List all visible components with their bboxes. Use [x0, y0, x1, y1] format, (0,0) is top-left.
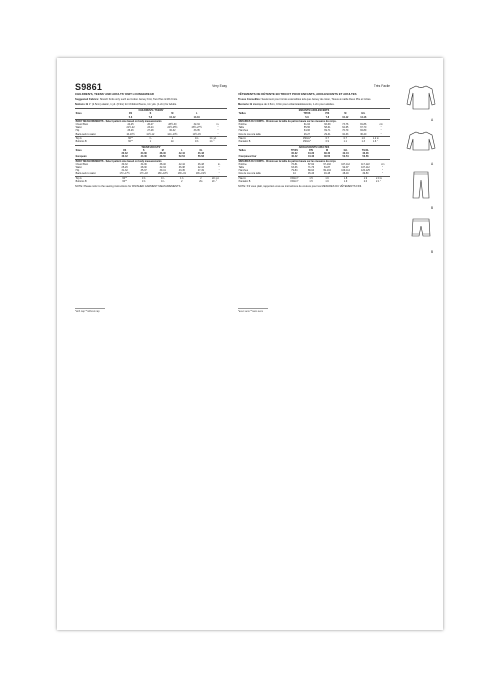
table-cell: 1.5: [309, 179, 313, 183]
pattern-envelope-back: [57, 58, 443, 630]
adults-size-table: [75, 145, 227, 183]
table-cell: 1: [160, 136, 184, 140]
table-cell: Dos du cou à la taille: [238, 172, 261, 176]
table-cell: 76-81: [291, 162, 298, 166]
table-cell: 84-89: [360, 129, 367, 133]
table-cell: 0.7: [318, 136, 336, 140]
table-cell: 49-50: [362, 172, 369, 176]
table-cell: 43-45: [178, 169, 185, 173]
table-cell: Chest/ Bust: [75, 162, 88, 166]
table-cell: 14-16: [360, 115, 367, 119]
footnote-rule-fr: [238, 308, 268, 309]
table-cell: Pantalon B: [238, 179, 251, 183]
table-cell: 24-25: [127, 123, 134, 126]
table-cell: L: [181, 149, 183, 153]
nap-footnote: *with nap **without nap: [75, 310, 100, 313]
table-cell: European: [75, 155, 87, 159]
table-cell: 28-30: [140, 166, 147, 170]
pattern-title-fr: VÊTEMENTS DE DÉTENTE EN TRICOT POUR ENFANTS, ADOLESCENTS ET ADULTES: [238, 92, 357, 96]
table-cell: 99-104: [323, 169, 331, 173]
difficulty-level-fr: Très Facile: [373, 84, 390, 88]
table-cell: 56-58: [362, 155, 369, 159]
table-cell: XS: [128, 112, 133, 116]
table-cell: 46-48: [323, 172, 331, 176]
yardage-row: [75, 140, 227, 143]
table-cell: in.: [216, 123, 220, 126]
table-cell: 0.7: [336, 136, 354, 140]
table-cell: 26½-27½: [191, 126, 202, 130]
table-cell: Tailles: [238, 149, 246, 153]
notions: Notions: B 1" (2.5cm) elastic, 1 yd. (0.9m) for Children/Teens, 1¼ yds. (1.2m) for Adults.: [75, 103, 177, 107]
children-size-table: [75, 108, 227, 143]
yardage-row: [238, 180, 390, 183]
table-cell: 81-86: [360, 123, 367, 126]
table-cell: 117-122: [361, 162, 370, 166]
footnote-rule: [75, 308, 105, 309]
table-cell: 1⅞: [173, 176, 190, 180]
table-cell: 31-32: [121, 169, 128, 173]
table-cell: ": [217, 126, 219, 130]
table-cell: 25-26: [121, 166, 128, 170]
view-a-top-long: [404, 82, 438, 122]
table-cell: M: [326, 149, 329, 153]
table-cell: Sizes: [75, 149, 82, 153]
table-cell: 38-40: [323, 152, 331, 156]
table-cell: 30-32: [169, 129, 176, 133]
table-cell: P/S: [309, 149, 313, 153]
table-cell: 39-41: [159, 169, 166, 173]
table-cell: S: [149, 112, 152, 116]
table-cell: 71-76: [307, 166, 315, 170]
table-cell: 1⅜: [195, 140, 199, 144]
table-cell: 2.0: [363, 179, 368, 183]
view-b-pants-jogger: [404, 214, 438, 254]
suggested-fabrics-fr: Tissus Conseillés: Seulement pour tricots extensibles tels que Jersey de coton, Tissus à maille Deux Plis et Côtes.: [238, 98, 372, 102]
finished-measurements-note-fr: NOTE: S'il vous plaît, rapportez-vous au instructions de couture pour les MESURES DU VÊTEMENTS FINI.: [238, 184, 362, 188]
table-cell: 36-40: [360, 132, 367, 136]
table-cell: Hanches: [238, 169, 249, 173]
table-cell: Sizes: [75, 112, 82, 116]
table-cell: ¾: [141, 136, 161, 140]
table-cell: TP/XS: [303, 112, 311, 116]
table-cell: 81-87: [323, 166, 331, 170]
band-label: ENFANTS/ ADOLESCENTS: [238, 109, 390, 113]
table-cell: 12¾-13½: [167, 132, 178, 136]
table-cell: ": [380, 126, 382, 130]
table-cell: 46-48: [197, 152, 204, 156]
table-cell: 5-6: [128, 115, 133, 119]
table-cell: ": [218, 172, 220, 176]
table-cell: ": [380, 132, 382, 136]
finished-measurements-note: NOTE: Please refer to the sewing instructions for FINISHED GARMENT MEASUREMENTS.: [75, 184, 182, 188]
long-pants-icon: [406, 170, 436, 200]
table-cell: 34-36: [307, 152, 315, 156]
table-cell: 66-69: [324, 123, 331, 126]
view-label: A: [431, 162, 434, 166]
table-cell: 42-44: [197, 166, 204, 170]
table-cell: 76-79: [342, 129, 349, 133]
table-cell: 32-33: [342, 132, 349, 136]
table-cell: 45-46: [307, 172, 315, 176]
table-cell: 42-44: [342, 152, 349, 156]
table-cell: 1⅝: [135, 176, 152, 180]
table-cell: 62-65: [342, 126, 349, 130]
band-label: CHILDREN'S / TEENS': [75, 109, 227, 113]
table-cell: 26-27: [303, 132, 310, 136]
table-cell: 1.8: [336, 176, 356, 180]
table-cell: 64-66: [303, 129, 310, 133]
table-cell: 14-16: [193, 115, 200, 119]
table-cell: 107-112: [361, 166, 370, 170]
table-cell: Chest/ Bust: [75, 123, 88, 126]
table-cell: 29-31: [324, 132, 331, 136]
table-cell: 1¾ ": [209, 140, 215, 144]
table-cell: 44-46: [307, 155, 315, 159]
table-cell: 69-71: [324, 129, 331, 133]
table-cell: 30-32: [121, 152, 128, 156]
table-cell: 46-48: [362, 152, 369, 156]
table-cell: 30-32: [121, 162, 128, 166]
table-cell: Hip: [75, 129, 80, 133]
table-cell: 60"*: [121, 136, 141, 140]
table-cell: XL: [199, 149, 203, 153]
table-cell: 7-8: [325, 115, 330, 119]
table-cell: 21½-22: [126, 126, 135, 130]
table-cell: Pantalon B: [238, 140, 251, 144]
table-cell: 87-92: [307, 162, 315, 166]
table-cell: Poitrine: [238, 123, 247, 126]
table-cell: 1.9: [355, 176, 375, 180]
table-cell: Taille: [238, 166, 245, 170]
table-cell: 60"*: [128, 140, 133, 144]
table-cell: 32-34: [193, 123, 200, 126]
table-cell: 30-32: [291, 152, 298, 156]
table-cell: 1.6 ": [372, 140, 378, 144]
view-b-pants-long: [404, 170, 438, 210]
table-cell: 23-24: [147, 126, 154, 130]
table-cell: 150cm*: [302, 140, 311, 144]
section-label: MESURES DU CORPS - Choisissez la taille du patron basée sur les mesures du corps.: [238, 119, 390, 123]
table-cell: Waist: [75, 166, 82, 170]
yardage-row: [75, 180, 227, 183]
cropped-top-icon: [406, 126, 436, 156]
table-cell: 1: [149, 140, 152, 144]
table-cell: 58-61: [324, 126, 331, 130]
table-cell: 1¼ yd.: [209, 136, 227, 140]
table-cell: 79-84: [291, 169, 298, 173]
table-cell: 1.6: [318, 176, 335, 180]
table-cell: 1¼: [170, 140, 175, 144]
table-cell: 63-66: [291, 166, 298, 170]
table-cell: M: [344, 112, 347, 116]
table-cell: 1.5: [304, 176, 319, 180]
table-cell: Hip: [75, 169, 80, 173]
table-cell: 38-40: [159, 152, 166, 156]
pattern-number: S9861: [75, 82, 103, 92]
table-cell: 0.9: [325, 140, 329, 144]
pattern-title: CHILDREN'S, TEENS' AND ADULTS' KNIT LOUNGEWEAR: [75, 92, 154, 96]
table-cell: 109-114: [341, 169, 350, 173]
table-cell: Back-neck to waist: [75, 172, 96, 176]
table-cell: ": [382, 169, 384, 173]
table-cell: 2¼ ": [211, 179, 217, 183]
view-a-top-cropped: [404, 126, 438, 166]
table-cell: 42-44: [178, 152, 185, 156]
table-cell: 35-37: [140, 169, 147, 173]
table-cell: 19¼-19½: [195, 172, 206, 176]
table-cell: 1.0: [354, 136, 372, 140]
table-cell: 24½-25½: [167, 126, 178, 130]
table-cell: 107-112: [341, 162, 350, 166]
table-cell: 47-49: [197, 169, 204, 173]
table-cell: P/S: [325, 112, 330, 116]
table-cell: ": [217, 129, 219, 133]
table-cell: 1¾: [161, 179, 165, 183]
table-cell: 44-46: [140, 155, 147, 159]
table-cell: 10-12: [169, 115, 176, 119]
table-cell: 89-94: [307, 169, 315, 173]
difficulty-level: Very Easy: [212, 84, 227, 88]
section-label: BODY MEASUREMENTS - Select pattern size based on body measurements: [75, 159, 227, 163]
table-cell: 5-6: [305, 115, 309, 119]
table-cell: M: [161, 149, 164, 153]
nap-footnote-fr: *avec sens **sans sens: [238, 310, 263, 313]
table-cell: 60"*: [114, 176, 135, 180]
table-cell: ": [382, 166, 384, 170]
table-cell: Back-neck to waist: [75, 132, 96, 136]
table-cell: 27-28: [147, 129, 154, 133]
table-cell: 2.0 m: [375, 176, 390, 180]
table-cell: 18¾-19: [177, 172, 186, 176]
table-cell: Bottoms B: [75, 179, 87, 183]
table-cell: 61-64: [303, 123, 310, 126]
table-cell: 25-26: [127, 129, 134, 133]
band-label: TEENS'/ADULTS': [75, 145, 227, 149]
table-cell: 34-36: [140, 152, 147, 156]
table-cell: 1⅛: [185, 136, 209, 140]
section-label: BODY MEASUREMENTS - Select pattern size based on body measurements: [75, 119, 227, 123]
table-cell: 150cm*: [296, 136, 319, 140]
table-cell: 60"*: [122, 179, 127, 183]
view-label: B: [431, 250, 434, 254]
view-thumbnails: [404, 82, 438, 258]
long-sleeve-top-icon: [406, 82, 436, 112]
table-cell: 92-97: [342, 166, 349, 170]
french-column: [238, 82, 390, 188]
table-cell: Tailles: [238, 112, 246, 116]
table-cell: 2⅛: [199, 179, 203, 183]
table-cell: Haut A: [238, 176, 285, 180]
table-cell: 7-8: [148, 115, 153, 119]
table-cell: 1.6: [325, 179, 329, 183]
table-cell: 150cm*: [285, 176, 304, 180]
table-cell: Hanches: [238, 129, 249, 133]
table-cell: L: [195, 112, 198, 116]
table-cell: 2⅛ yd.: [211, 176, 227, 180]
notions-fr: Mercerie: B élastique de 2.5cm, 0.9m pour enfants/adolescents, 1.2m pour adultes.: [238, 103, 335, 107]
table-cell: G/L: [361, 112, 366, 116]
table-cell: 73-76: [342, 123, 349, 126]
table-cell: Taille: [238, 126, 245, 130]
table-cell: Top A: [75, 136, 121, 140]
adults-size-table-fr: [238, 145, 390, 183]
table-cell: 48-50: [159, 155, 166, 159]
table-cell: S: [142, 149, 145, 153]
table-cell: ": [218, 169, 220, 173]
table-cell: 42-44: [178, 162, 185, 166]
table-cell: 1.2 m: [372, 136, 390, 140]
table-cell: 2.1 ": [376, 179, 381, 183]
table-cell: 40-42: [121, 155, 128, 159]
table-cell: 44: [293, 172, 296, 176]
table-cell: TP/XS: [290, 149, 298, 153]
table-cell: 18¼-18½: [157, 172, 168, 176]
table-cell: in.: [217, 162, 221, 166]
table-cell: 17¾-18: [139, 172, 148, 176]
band-label: ADOLESCENTS/ ADULTES: [238, 145, 390, 149]
view-label: A: [431, 118, 434, 122]
suggested-fabrics: Suggested Fabrics: Stretch Knits only such as Cotton Jersey Knit, Two Plus & Rib Knits.: [75, 98, 178, 102]
table-cell: 1¾: [152, 176, 173, 180]
table-cell: 1.3: [361, 140, 365, 144]
table-cell: 40-42: [291, 155, 298, 159]
table-cell: 38-40: [159, 162, 166, 166]
table-cell: 48-49: [342, 172, 349, 176]
table-cell: cm: [381, 162, 385, 166]
table-cell: ": [380, 129, 382, 133]
view-label: B: [431, 206, 434, 210]
table-cell: ": [382, 172, 384, 176]
jogger-pants-icon: [406, 214, 436, 244]
table-cell: 97-102: [323, 162, 331, 166]
table-cell: XS: [123, 149, 127, 153]
table-cell: 1⅝: [142, 179, 146, 183]
yardage-row: [238, 140, 390, 143]
table-cell: 55-56: [303, 126, 310, 130]
table-cell: TG/XL: [361, 149, 369, 153]
table-cell: 48-50: [323, 155, 331, 159]
table-cell: 11½-12: [146, 132, 155, 136]
table-cell: 14½-15: [192, 132, 201, 136]
table-cell: 1.9: [343, 179, 348, 183]
english-column: [75, 82, 227, 188]
table-cell: 1.1: [343, 140, 347, 144]
table-cell: 52-54: [342, 155, 349, 159]
table-cell: Dos du cou à la taille: [238, 132, 261, 136]
table-cell: 2: [181, 179, 183, 183]
table-cell: ": [217, 132, 219, 136]
table-cell: 10-10½: [126, 132, 135, 136]
table-cell: 67-70: [360, 126, 367, 130]
table-cell: 26-27: [147, 123, 154, 126]
table-cell: 10-12: [342, 115, 349, 119]
table-cell: 36-38: [178, 166, 185, 170]
table-cell: 150cm*: [290, 179, 299, 183]
table-cell: 33-35: [193, 129, 200, 133]
section-label: MESURES DU CORPS - Choisissez la taille du patron basée sur les mesures du corps: [238, 159, 390, 163]
table-cell: ": [218, 166, 220, 170]
table-cell: Waist: [75, 126, 82, 130]
table-cell: cm: [379, 123, 383, 126]
table-cell: Haut A: [238, 136, 296, 140]
table-cell: 32-34: [159, 166, 166, 170]
table-cell: G/L: [343, 149, 348, 153]
children-size-table-fr: [238, 108, 390, 143]
table-cell: Françaises/ Eur: [238, 155, 257, 159]
table-cell: 34-36: [140, 162, 147, 166]
table-cell: Poitrine: [238, 162, 247, 166]
table-cell: 2: [190, 176, 211, 180]
table-cell: Top A: [75, 176, 114, 180]
table-cell: 56-58: [197, 155, 204, 159]
table-cell: M: [171, 112, 174, 116]
table-cell: Bottoms B: [75, 140, 87, 144]
table-cell: 52-54: [178, 155, 185, 159]
table-cell: 28½-30: [168, 123, 177, 126]
table-cell: 17¼-17½: [119, 172, 130, 176]
table-cell: 120-125: [361, 169, 370, 173]
table-cell: 46-48: [197, 162, 204, 166]
